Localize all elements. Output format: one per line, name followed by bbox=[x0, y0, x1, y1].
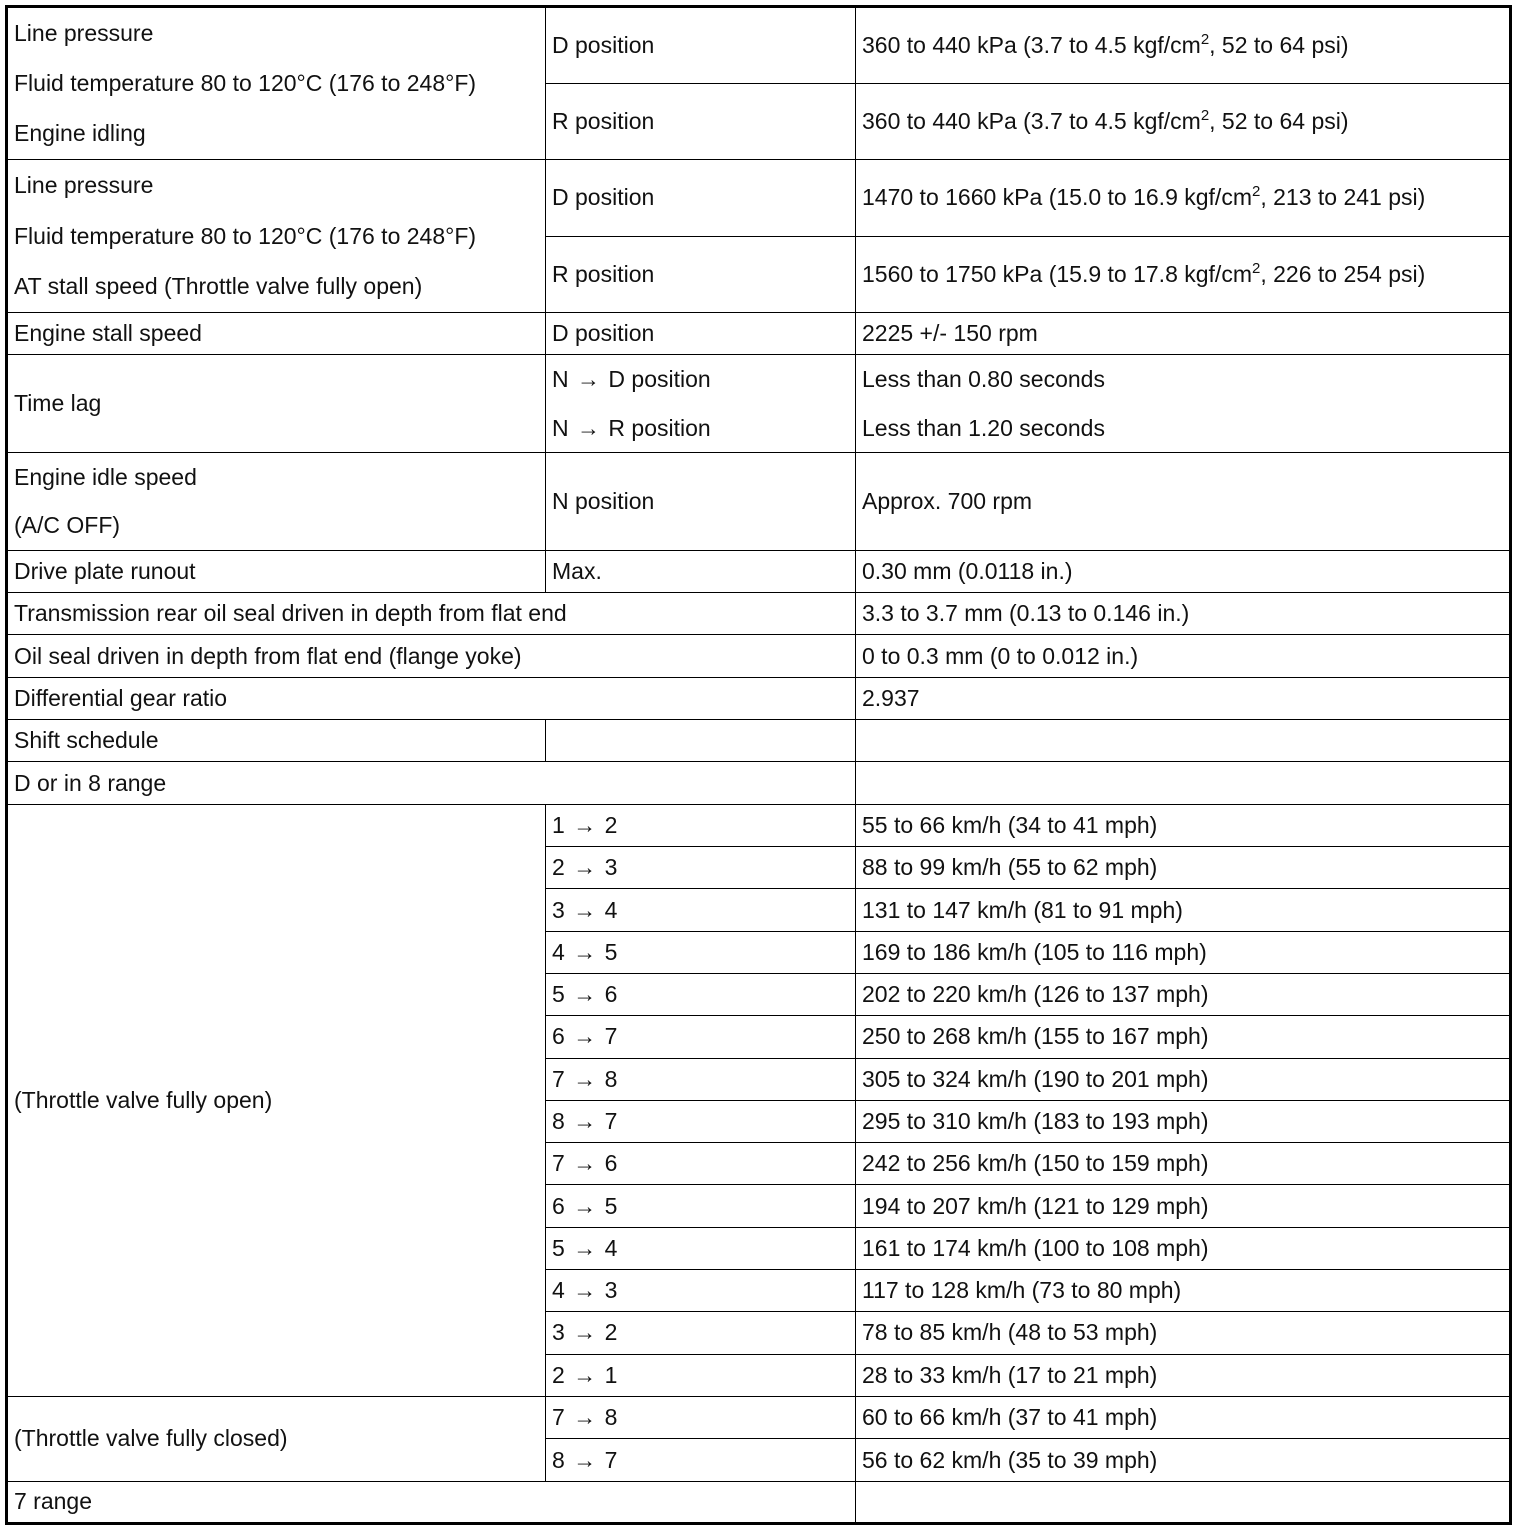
throttle-open-shifts bbox=[7, 804, 1511, 1396]
condition-fluid-temperature: Fluid temperature 80 to 120°C (176 to 248°F) bbox=[14, 222, 477, 249]
right-arrow-icon: → bbox=[573, 938, 597, 965]
shift-from: N bbox=[552, 366, 569, 393]
right-arrow-icon: → bbox=[573, 1192, 597, 1219]
shift-to: 7 bbox=[604, 1023, 618, 1050]
shift-speed-value: 194 to 207 km/h (121 to 129 mph) bbox=[856, 1185, 1511, 1227]
shift-gears bbox=[546, 931, 856, 973]
rear-oil-seal-value: 3.3 to 3.7 mm (0.13 to 0.146 in.) bbox=[856, 593, 1511, 635]
shift-gears bbox=[546, 1439, 856, 1481]
shift-to: 4 bbox=[604, 1234, 618, 1261]
shift-gears bbox=[546, 973, 856, 1015]
time-lag-positions bbox=[546, 355, 856, 453]
right-arrow-icon: → bbox=[573, 811, 597, 838]
shift-gears bbox=[546, 1227, 856, 1269]
right-arrow-icon: → bbox=[573, 1404, 597, 1431]
shift-from: 2 bbox=[552, 1361, 565, 1388]
shift-gears bbox=[546, 1312, 856, 1354]
idle-speed-condition: (A/C OFF) bbox=[14, 512, 121, 539]
idle-speed-title: Engine idle speed bbox=[14, 463, 197, 490]
shift-to: 7 bbox=[604, 1446, 618, 1473]
idle-speed-label bbox=[7, 453, 546, 551]
shift-speed-value: 55 to 66 km/h (34 to 41 mph) bbox=[856, 804, 1511, 846]
time-lag-value-nr: Less than 1.20 seconds bbox=[862, 414, 1105, 441]
shift-gears bbox=[546, 1016, 856, 1058]
range7-label: 7 range bbox=[7, 1481, 856, 1523]
position-label: D position bbox=[546, 7, 856, 84]
shift-to: 8 bbox=[604, 1404, 618, 1431]
shift-to: 5 bbox=[604, 938, 618, 965]
time-lag-values bbox=[856, 355, 1511, 453]
engine-stall-row bbox=[7, 313, 1511, 355]
line-pressure-idle-row-d bbox=[7, 7, 1511, 84]
right-arrow-icon: → bbox=[573, 1150, 597, 1177]
range7-row bbox=[7, 1481, 1511, 1523]
value-main: 360 to 440 kPa (3.7 to 4.5 kgf/cm bbox=[862, 31, 1201, 58]
shift-to: 6 bbox=[604, 1150, 618, 1177]
time-lag-shift-nr bbox=[552, 414, 849, 441]
diff-ratio-value: 2.937 bbox=[856, 677, 1511, 719]
shift-speed-value: 60 to 66 km/h (37 to 41 mph) bbox=[856, 1397, 1511, 1439]
shift-speed-value: 305 to 324 km/h (190 to 201 mph) bbox=[856, 1058, 1511, 1100]
right-arrow-icon: → bbox=[573, 1065, 597, 1092]
pressure-value bbox=[856, 7, 1511, 84]
shift-speed-value: 131 to 147 km/h (81 to 91 mph) bbox=[856, 889, 1511, 931]
shift-to: 2 bbox=[604, 811, 618, 838]
diff-ratio-label: Differential gear ratio bbox=[7, 677, 856, 719]
idle-speed-row bbox=[7, 453, 1511, 551]
shift-from: 5 bbox=[552, 1234, 565, 1261]
engine-stall-value: 2225 +/- 150 rpm bbox=[856, 313, 1511, 355]
shift-speed-value: 202 to 220 km/h (126 to 137 mph) bbox=[856, 973, 1511, 1015]
shift-speed-value: 242 to 256 km/h (150 to 159 mph) bbox=[856, 1143, 1511, 1185]
rear-oil-seal-label: Transmission rear oil seal driven in depth from flat end bbox=[7, 593, 856, 635]
throttle-open-label: (Throttle valve fully open) bbox=[7, 804, 546, 1396]
oil-seal-yoke-label: Oil seal driven in depth from flat end (flange yoke) bbox=[7, 635, 856, 677]
right-arrow-icon: → bbox=[573, 1234, 597, 1261]
pressure-value bbox=[856, 236, 1511, 313]
shift-to: 4 bbox=[604, 896, 618, 923]
shift-to: 8 bbox=[604, 1065, 618, 1092]
shift-from: 6 bbox=[552, 1192, 565, 1219]
value-tail: , 52 to 64 psi) bbox=[1209, 107, 1349, 134]
d-range-row bbox=[7, 762, 1511, 804]
shift-gears bbox=[546, 1100, 856, 1142]
specification-table bbox=[5, 5, 1512, 1525]
right-arrow-icon: → bbox=[577, 414, 601, 441]
value-superscript: 2 bbox=[1251, 183, 1261, 201]
right-arrow-icon: → bbox=[573, 896, 597, 923]
condition-line-pressure: Line pressure bbox=[14, 19, 154, 46]
shift-gears bbox=[546, 1143, 856, 1185]
shift-from: 4 bbox=[552, 938, 565, 965]
idle-speed-position: N position bbox=[546, 453, 856, 551]
shift-to: 6 bbox=[604, 981, 618, 1008]
value-main: 360 to 440 kPa (3.7 to 4.5 kgf/cm bbox=[862, 107, 1201, 134]
idle-speed-value: Approx. 700 rpm bbox=[856, 453, 1511, 551]
shift-schedule-label: Shift schedule bbox=[7, 720, 546, 762]
shift-row bbox=[7, 1397, 1511, 1439]
right-arrow-icon: → bbox=[573, 1361, 597, 1388]
shift-gears bbox=[546, 889, 856, 931]
right-arrow-icon: → bbox=[577, 366, 601, 393]
pressure-value bbox=[856, 160, 1511, 237]
shift-to: D position bbox=[608, 366, 711, 393]
shift-to: 3 bbox=[604, 854, 618, 881]
empty-cell bbox=[856, 1481, 1511, 1523]
shift-to: 5 bbox=[604, 1192, 618, 1219]
shift-speed-value: 28 to 33 km/h (17 to 21 mph) bbox=[856, 1354, 1511, 1396]
shift-from: 6 bbox=[552, 1023, 565, 1050]
time-lag-shift-nd bbox=[552, 368, 849, 391]
value-tail: , 213 to 241 psi) bbox=[1260, 184, 1426, 211]
shift-from: 8 bbox=[552, 1108, 565, 1134]
oil-seal-yoke-value: 0 to 0.3 mm (0 to 0.012 in.) bbox=[856, 635, 1511, 677]
right-arrow-icon: → bbox=[573, 1319, 597, 1346]
condition-at-stall-speed: AT stall speed (Throttle valve fully open) bbox=[14, 273, 423, 300]
drive-plate-value: 0.30 mm (0.0118 in.) bbox=[856, 550, 1511, 592]
shift-gears bbox=[546, 1058, 856, 1100]
shift-to: R position bbox=[608, 414, 711, 441]
rear-oil-seal-row bbox=[7, 593, 1511, 635]
value-tail: , 52 to 64 psi) bbox=[1209, 31, 1349, 58]
shift-to: 2 bbox=[604, 1319, 618, 1346]
right-arrow-icon: → bbox=[573, 1446, 597, 1473]
shift-from: 8 bbox=[552, 1446, 565, 1473]
pressure-value bbox=[856, 83, 1511, 160]
condition-fluid-temperature: Fluid temperature 80 to 120°C (176 to 248°F) bbox=[14, 70, 477, 97]
right-arrow-icon: → bbox=[573, 1108, 597, 1134]
shift-gears bbox=[546, 1270, 856, 1312]
drive-plate-label: Drive plate runout bbox=[7, 550, 546, 592]
line-pressure-stall-conditions bbox=[7, 160, 546, 313]
shift-gears bbox=[546, 1397, 856, 1439]
value-superscript: 2 bbox=[1251, 259, 1261, 277]
value-main: 1470 to 1660 kPa (15.0 to 16.9 kgf/cm bbox=[862, 184, 1252, 211]
time-lag-row bbox=[7, 355, 1511, 453]
right-arrow-icon: → bbox=[573, 981, 597, 1008]
shift-from: 3 bbox=[552, 896, 565, 923]
right-arrow-icon: → bbox=[573, 1277, 597, 1304]
diff-ratio-row bbox=[7, 677, 1511, 719]
throttle-closed-label: (Throttle valve fully closed) bbox=[7, 1397, 546, 1482]
shift-from: 3 bbox=[552, 1319, 565, 1346]
drive-plate-row bbox=[7, 550, 1511, 592]
shift-schedule-row bbox=[7, 720, 1511, 762]
value-superscript: 2 bbox=[1200, 106, 1210, 124]
value-superscript: 2 bbox=[1200, 30, 1210, 48]
shift-speed-value: 56 to 62 km/h (35 to 39 mph) bbox=[856, 1439, 1511, 1481]
time-lag-label: Time lag bbox=[7, 355, 546, 453]
engine-stall-position: D position bbox=[546, 313, 856, 355]
d-range-label: D or in 8 range bbox=[7, 762, 856, 804]
shift-from: 7 bbox=[552, 1404, 565, 1431]
right-arrow-icon: → bbox=[573, 854, 597, 881]
oil-seal-yoke-row bbox=[7, 635, 1511, 677]
position-label: R position bbox=[546, 236, 856, 313]
shift-gears bbox=[546, 1354, 856, 1396]
shift-speed-value: 295 to 310 km/h (183 to 193 mph) bbox=[856, 1100, 1511, 1142]
value-main: 1560 to 1750 kPa (15.9 to 17.8 kgf/cm bbox=[862, 260, 1252, 287]
condition-line-pressure: Line pressure bbox=[14, 171, 154, 198]
shift-gears bbox=[546, 804, 856, 846]
engine-stall-label: Engine stall speed bbox=[7, 313, 546, 355]
shift-to: 7 bbox=[604, 1108, 618, 1134]
shift-speed-value: 88 to 99 km/h (55 to 62 mph) bbox=[856, 847, 1511, 889]
empty-cell bbox=[856, 762, 1511, 804]
empty-cell bbox=[856, 720, 1511, 762]
shift-row bbox=[7, 804, 1511, 846]
shift-from: 7 bbox=[552, 1065, 565, 1092]
shift-to: 1 bbox=[604, 1361, 618, 1388]
line-pressure-stall-row-d bbox=[7, 160, 1511, 237]
shift-from: 1 bbox=[552, 811, 565, 838]
shift-from: 2 bbox=[552, 854, 565, 881]
shift-from: 5 bbox=[552, 981, 565, 1008]
empty-cell bbox=[546, 720, 856, 762]
value-tail: , 226 to 254 psi) bbox=[1260, 260, 1426, 287]
shift-from: N bbox=[552, 414, 569, 441]
shift-speed-value: 169 to 186 km/h (105 to 116 mph) bbox=[856, 931, 1511, 973]
line-pressure-idle-conditions bbox=[7, 7, 546, 160]
shift-to: 3 bbox=[604, 1277, 618, 1304]
position-label: R position bbox=[546, 83, 856, 160]
drive-plate-qualifier: Max. bbox=[546, 550, 856, 592]
right-arrow-icon: → bbox=[573, 1023, 597, 1050]
shift-gears bbox=[546, 1185, 856, 1227]
shift-speed-value: 161 to 174 km/h (100 to 108 mph) bbox=[856, 1227, 1511, 1269]
shift-from: 7 bbox=[552, 1150, 565, 1177]
position-label: D position bbox=[546, 160, 856, 237]
shift-speed-value: 78 to 85 km/h (48 to 53 mph) bbox=[856, 1312, 1511, 1354]
time-lag-value-nd: Less than 0.80 seconds bbox=[862, 366, 1105, 393]
shift-speed-value: 117 to 128 km/h (73 to 80 mph) bbox=[856, 1270, 1511, 1312]
shift-from: 4 bbox=[552, 1277, 565, 1304]
throttle-closed-shifts bbox=[7, 1397, 1511, 1482]
shift-speed-value: 250 to 268 km/h (155 to 167 mph) bbox=[856, 1016, 1511, 1058]
shift-gears bbox=[546, 847, 856, 889]
condition-engine-idling: Engine idling bbox=[14, 120, 146, 147]
